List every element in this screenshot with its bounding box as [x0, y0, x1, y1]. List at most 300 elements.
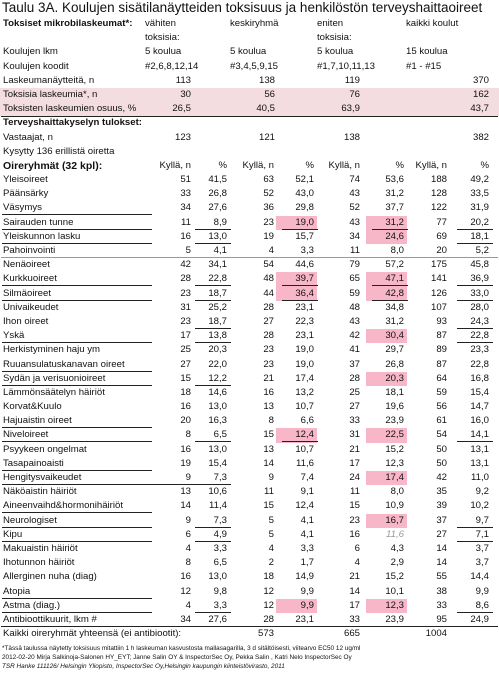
percent-value: 20,3: [385, 372, 404, 384]
survey-heading-row: [0, 116, 499, 130]
count-value: 64: [436, 372, 447, 384]
header-cell: kaikki koulut: [406, 18, 459, 29]
symptom-label: Päänsärky: [3, 188, 49, 200]
count-value: 15: [263, 429, 274, 441]
count-value: 31: [180, 301, 191, 313]
percent-value: 9,2: [475, 486, 489, 498]
count-value: 4: [354, 557, 360, 569]
count-value: 42: [349, 330, 360, 342]
percent-value: 37,7: [385, 202, 404, 214]
count-value: 27: [263, 315, 274, 327]
percent-value: 23,1: [295, 330, 314, 342]
count-value: 25: [349, 386, 360, 398]
count-value: 8: [268, 415, 274, 427]
percent-value: 8,0: [390, 245, 404, 256]
symptom-row: [0, 173, 499, 187]
count-value: 12: [180, 585, 191, 597]
symptom-label: Makuaistin häiriöt: [3, 542, 78, 554]
count-value: 11: [350, 245, 360, 256]
percent-value: 22,8: [470, 330, 489, 342]
percent-value: 12,2: [208, 372, 227, 384]
symptom-row: [0, 485, 499, 499]
percent-value: 57,2: [385, 259, 404, 271]
count-value: 128: [430, 188, 447, 200]
header-cell: eniten: [317, 18, 344, 29]
percent-value: 31,2: [385, 315, 404, 327]
count-value: 34: [180, 202, 191, 214]
percent-value: 22,0: [208, 358, 227, 370]
count-value: 4: [185, 599, 191, 611]
count-value: 61: [436, 415, 447, 427]
symptom-label: Psyykeen ongelmat: [3, 443, 87, 455]
percent-value: 26,8: [385, 358, 404, 370]
percent-value: 16,3: [208, 415, 227, 427]
percent-value: 24,6: [385, 230, 404, 242]
symptom-row: [0, 230, 499, 244]
symptom-label: Tasapainoaisti: [3, 457, 64, 469]
percent-value: 19,0: [295, 216, 314, 228]
percent-value: 8,6: [475, 599, 489, 611]
group-header-label: Oireryhmät (32 kpl):: [3, 159, 103, 172]
summary-value: 40,5: [256, 103, 275, 115]
symptom-row: [0, 585, 499, 599]
percent-value: 13,8: [208, 330, 227, 342]
count-value: 23: [180, 315, 191, 327]
count-value: 16: [180, 571, 191, 583]
summary-value: 113: [175, 74, 191, 86]
count-value: 27: [349, 401, 360, 413]
summary-value: 370: [472, 74, 489, 86]
count-value: 59: [436, 386, 447, 398]
summary-value: 26,5: [172, 103, 191, 115]
percent-value: 24,9: [470, 613, 489, 625]
percent-value: 18,1: [385, 386, 404, 398]
symptom-row: [0, 201, 499, 215]
symptom-row: [0, 258, 499, 272]
count-value: 6: [354, 542, 360, 554]
percent-value: 45,8: [470, 259, 489, 271]
percent-value: 52,1: [295, 174, 314, 186]
count-value: 28: [180, 273, 191, 285]
percent-value: 3,3: [300, 245, 314, 256]
column-header: %: [480, 159, 489, 171]
percent-value: 2,9: [390, 557, 404, 569]
percent-value: 31,2: [385, 188, 404, 200]
count-value: 36: [263, 202, 274, 214]
percent-value: 13,0: [208, 230, 227, 242]
header-label: Koulujen koodit: [3, 60, 69, 72]
header-cell: toksisia:: [317, 32, 352, 44]
symptom-label: Nenäoireet: [3, 259, 50, 271]
count-value: 13: [263, 401, 274, 413]
count-value: 52: [349, 202, 360, 214]
count-value: 17: [349, 599, 360, 611]
header-cell: toksisia:: [145, 32, 180, 44]
count-value: 34: [349, 230, 360, 242]
percent-value: 4,1: [213, 245, 227, 256]
percent-value: 10,1: [385, 585, 404, 597]
header-cell: #3,4,5,9,15: [230, 60, 279, 72]
percent-value: 11,6: [386, 528, 404, 540]
header-row: [0, 60, 499, 74]
percent-value: 41,5: [208, 174, 227, 186]
percent-value: 12,4: [295, 500, 314, 512]
column-header: %: [305, 159, 314, 171]
percent-value: 10,7: [295, 401, 314, 413]
count-value: 18: [263, 571, 274, 583]
percent-value: 8,9: [213, 216, 227, 228]
count-value: 27: [180, 358, 191, 370]
summary-value: 63,9: [341, 103, 360, 115]
symptom-row: [0, 358, 499, 372]
percent-value: 7,3: [213, 514, 227, 526]
percent-value: 3,3: [300, 542, 314, 554]
symptom-label: Lämmönsäätelyn häiriöt: [3, 386, 105, 398]
count-value: 14: [436, 542, 447, 554]
symptom-label: Yleiskunnon lasku: [3, 230, 81, 242]
count-value: 11: [181, 216, 191, 228]
page-title: Taulu 3A. Koulujen sisätilanäytteiden toksisuus ja henkilöstön terveyshaittaoireet: [2, 0, 483, 15]
percent-value: 36,4: [295, 287, 314, 299]
count-value: 126: [430, 287, 447, 299]
respondents-label: Vastaajat, n: [3, 131, 53, 143]
symptom-row: [0, 329, 499, 343]
percent-value: 13,1: [470, 457, 489, 469]
count-value: 15: [349, 500, 360, 512]
count-value: 28: [349, 372, 360, 384]
count-value: 59: [349, 287, 360, 299]
percent-value: 3,7: [475, 542, 489, 554]
percent-value: 4,3: [390, 542, 404, 554]
symptom-row: [0, 542, 499, 556]
count-value: 14: [349, 585, 360, 597]
percent-value: 13,1: [470, 443, 489, 455]
count-value: 44: [263, 287, 274, 299]
count-value: 37: [349, 358, 360, 370]
symptom-label: Yskä: [3, 330, 25, 342]
symptom-row: [0, 301, 499, 315]
count-value: 77: [436, 216, 447, 228]
count-value: 6: [185, 528, 191, 540]
respondents-row: [0, 131, 499, 145]
symptom-label: Herkistyminen haju ym: [3, 344, 101, 356]
count-value: 4: [268, 542, 274, 554]
symptom-label: Ruuansulatuskanavan oireet: [3, 358, 125, 370]
percent-value: 43,0: [295, 188, 314, 200]
percent-value: 28,0: [470, 301, 489, 313]
count-value: 12: [263, 599, 274, 611]
respondents-value: 121: [258, 131, 275, 143]
percent-value: 31,2: [385, 216, 404, 228]
percent-value: 31,9: [470, 202, 489, 214]
header-cell: 5 koulua: [317, 46, 354, 58]
count-value: 9: [185, 472, 191, 483]
percent-value: 6,5: [213, 557, 227, 569]
percent-value: 23,3: [470, 344, 489, 356]
count-value: 23: [349, 514, 360, 526]
count-value: 43: [349, 216, 360, 228]
totals-row: [0, 627, 499, 641]
count-value: 23: [263, 358, 274, 370]
percent-value: 30,4: [385, 330, 404, 342]
summary-value: 162: [472, 88, 489, 100]
count-value: 4: [268, 245, 274, 256]
count-value: 21: [349, 443, 360, 455]
count-value: 18: [180, 386, 191, 398]
symptom-label: Atopia: [3, 585, 31, 597]
symptom-label: Aineenvaihd&hormonihäiriöt: [3, 500, 123, 512]
count-value: 74: [349, 174, 360, 186]
symptom-label: Sairauden tunne: [3, 216, 74, 228]
count-value: 188: [430, 174, 447, 186]
percent-value: 22,8: [470, 358, 489, 370]
percent-value: 15,7: [295, 230, 314, 242]
symptom-row: [0, 315, 499, 329]
header-cell: #2,6,8,12,14: [145, 60, 199, 72]
survey-heading: Terveyshaittakyselyn tulokset:: [3, 117, 142, 129]
count-value: 14: [263, 457, 274, 469]
percent-value: 15,4: [208, 457, 227, 469]
count-value: 56: [436, 401, 447, 413]
count-value: 51: [180, 174, 191, 186]
count-value: 50: [436, 443, 447, 455]
count-value: 5: [268, 514, 274, 526]
symptom-row: [0, 386, 499, 400]
antibiotics-label: Antibioottikuurit, lkm #: [3, 613, 97, 625]
count-value: 17: [349, 457, 360, 469]
percent-value: 11,6: [296, 457, 314, 469]
header-cell: 15 koulua: [406, 46, 448, 58]
symptom-row: [0, 570, 499, 584]
count-value: 107: [430, 301, 447, 313]
count-value: 11: [350, 486, 360, 498]
symptom-row: [0, 457, 499, 471]
count-value: 4: [185, 542, 191, 554]
percent-value: 14,7: [470, 401, 489, 413]
column-header: Kyllä, n: [415, 159, 447, 171]
count-value: 52: [263, 188, 274, 200]
percent-value: 3,7: [475, 557, 489, 569]
percent-value: 6,5: [213, 429, 227, 441]
symptom-row: [0, 414, 499, 428]
count-value: 41: [349, 344, 360, 356]
percent-value: 3,3: [213, 542, 227, 554]
count-value: 43: [349, 188, 360, 200]
percent-value: 42,8: [385, 287, 404, 299]
symptom-row: [0, 528, 499, 542]
count-value: 5: [185, 245, 191, 256]
percent-value: 39,7: [295, 273, 314, 285]
count-value: 122: [430, 202, 447, 214]
count-value: 24: [349, 472, 360, 483]
count-value: 54: [263, 259, 274, 271]
percent-value: 14,1: [470, 429, 489, 441]
count-value: 16: [263, 386, 274, 398]
symptom-label: Niveloireet: [3, 429, 49, 441]
symptom-label: Sydän ja verisuonioireet: [3, 372, 106, 384]
percent-value: 6,6: [300, 415, 314, 427]
count-value: 1004: [425, 628, 447, 640]
data-table: [0, 17, 499, 641]
symptom-row: [0, 400, 499, 414]
column-header: Kyllä, n: [328, 159, 360, 171]
count-value: 17: [180, 330, 191, 342]
questionnaire-note: Kysytty 136 erillistä oiretta: [3, 145, 115, 157]
count-value: 8: [185, 429, 191, 441]
percent-value: 49,2: [470, 174, 489, 186]
count-value: 13: [180, 486, 191, 498]
group-header-row: [0, 159, 499, 173]
percent-value: 16,0: [470, 415, 489, 427]
count-value: 63: [263, 174, 274, 186]
percent-value: 9,1: [300, 486, 314, 498]
percent-value: 3,3: [213, 599, 227, 611]
count-value: 55: [436, 571, 447, 583]
percent-value: 10,2: [470, 500, 489, 512]
header-cell: vähiten: [145, 18, 176, 29]
percent-value: 9,9: [300, 585, 314, 597]
symptom-row: [0, 372, 499, 386]
symptom-label: Yleisoireet: [3, 174, 48, 186]
count-value: 65: [349, 273, 360, 285]
percent-value: 23,1: [295, 301, 314, 313]
summary-value: 138: [258, 74, 275, 86]
count-value: 79: [349, 259, 360, 271]
count-value: 27: [436, 528, 447, 540]
percent-value: 18,7: [208, 315, 227, 327]
count-value: 14: [180, 500, 191, 512]
count-value: 87: [436, 330, 447, 342]
count-value: 35: [436, 486, 447, 498]
count-value: 54: [436, 429, 447, 441]
percent-value: 10,6: [208, 486, 227, 498]
count-value: 175: [430, 259, 447, 271]
header-cell: #1,7,10,11,13: [317, 60, 375, 72]
percent-value: 15,4: [470, 386, 489, 398]
percent-value: 7,3: [213, 472, 227, 483]
count-value: 665: [343, 628, 360, 640]
percent-value: 7,4: [300, 472, 314, 483]
percent-value: 44,6: [295, 259, 314, 271]
count-value: 38: [436, 585, 447, 597]
summary-label: Laskeumanäytteitä, n: [3, 74, 95, 86]
percent-value: 11,4: [209, 500, 227, 512]
percent-value: 14,4: [470, 571, 489, 583]
count-value: 69: [436, 230, 447, 242]
count-value: 16: [349, 528, 360, 540]
summary-label: Toksisia laskeumia*, n: [3, 88, 98, 100]
respondents-value: 382: [472, 131, 489, 143]
count-value: 16: [180, 443, 191, 455]
count-value: 34: [180, 613, 191, 625]
header-row: [0, 31, 499, 45]
count-value: 48: [263, 273, 274, 285]
count-value: 37: [436, 514, 447, 526]
count-value: 48: [349, 301, 360, 313]
percent-value: 17,4: [295, 372, 314, 384]
symptom-label: Ihotunnon häiriöt: [3, 557, 75, 569]
percent-value: 19,6: [385, 401, 404, 413]
count-value: 42: [180, 259, 191, 271]
respondents-value: 138: [343, 131, 360, 143]
percent-value: 22,3: [295, 315, 314, 327]
percent-value: 13,0: [208, 401, 227, 413]
header-cell: keskiryhmä: [230, 18, 279, 29]
symptom-row: [0, 514, 499, 528]
summary-value: 76: [349, 88, 360, 100]
header-cell: #1 - #15: [406, 60, 442, 72]
count-value: 50: [436, 457, 447, 469]
percent-value: 23,1: [295, 613, 314, 625]
footnote-sampling: *Tässä taulussa näytetty toksisuus mitattiin 1 h laskeuman kasvustosta mallasagarilla, 3 d sitältöisesti, viitearvo EC50 12 ug/ml: [2, 645, 361, 652]
symptom-row: [0, 471, 499, 485]
symptom-label: Hajuaistin oireet: [3, 415, 72, 427]
column-header: Kyllä, n: [242, 159, 274, 171]
percent-value: 26,8: [208, 188, 227, 200]
count-value: 33: [436, 599, 447, 611]
symptom-row: [0, 556, 499, 570]
percent-value: 15,2: [385, 443, 404, 455]
count-value: 23: [180, 287, 191, 299]
count-value: 33: [349, 613, 360, 625]
count-value: 19: [180, 457, 191, 469]
percent-value: 23,9: [385, 613, 404, 625]
count-value: 21: [349, 571, 360, 583]
count-value: 19: [263, 230, 274, 242]
count-value: 5: [268, 528, 274, 540]
symptom-row: [0, 599, 499, 613]
percent-value: 15,2: [385, 571, 404, 583]
summary-row: [0, 102, 499, 116]
symptom-label: Astma (diag.): [3, 599, 61, 611]
header-cell: 5 koulua: [145, 46, 182, 58]
header-label: Toksiset mikrobilaskeumat*:: [3, 18, 133, 29]
symptom-row: [0, 343, 499, 357]
percent-value: 18,7: [208, 287, 227, 299]
divider: [1, 116, 498, 117]
column-header: Kyllä, n: [159, 159, 191, 171]
percent-value: 12,4: [295, 429, 314, 441]
percent-value: 14,6: [208, 386, 227, 398]
symptom-row: [0, 272, 499, 286]
count-value: 28: [263, 330, 274, 342]
percent-value: 29,7: [385, 344, 404, 356]
percent-value: 12,3: [385, 599, 404, 611]
symptom-label: Univaikeudet: [3, 301, 59, 313]
header-row: [0, 17, 499, 31]
percent-value: 10,9: [385, 500, 404, 512]
count-value: 14: [436, 557, 447, 569]
count-value: 12: [263, 585, 274, 597]
symptom-label: Kurkkuoireet: [3, 273, 57, 285]
percent-value: 13,0: [208, 443, 227, 455]
percent-value: 53,6: [385, 174, 404, 186]
percent-value: 33,0: [470, 287, 489, 299]
count-value: 16: [180, 230, 191, 242]
count-value: 9: [268, 472, 274, 483]
percent-value: 29,8: [295, 202, 314, 214]
header-cell: 5 koulua: [230, 46, 267, 58]
percent-value: 12,3: [385, 457, 404, 469]
percent-value: 4,1: [300, 514, 314, 526]
percent-value: 9,7: [475, 514, 489, 526]
count-value: 8: [185, 557, 191, 569]
percent-value: 19,0: [295, 344, 314, 356]
percent-value: 17,4: [385, 472, 404, 483]
column-header: %: [395, 159, 404, 171]
count-value: 89: [436, 344, 447, 356]
percent-value: 47,1: [385, 273, 404, 285]
